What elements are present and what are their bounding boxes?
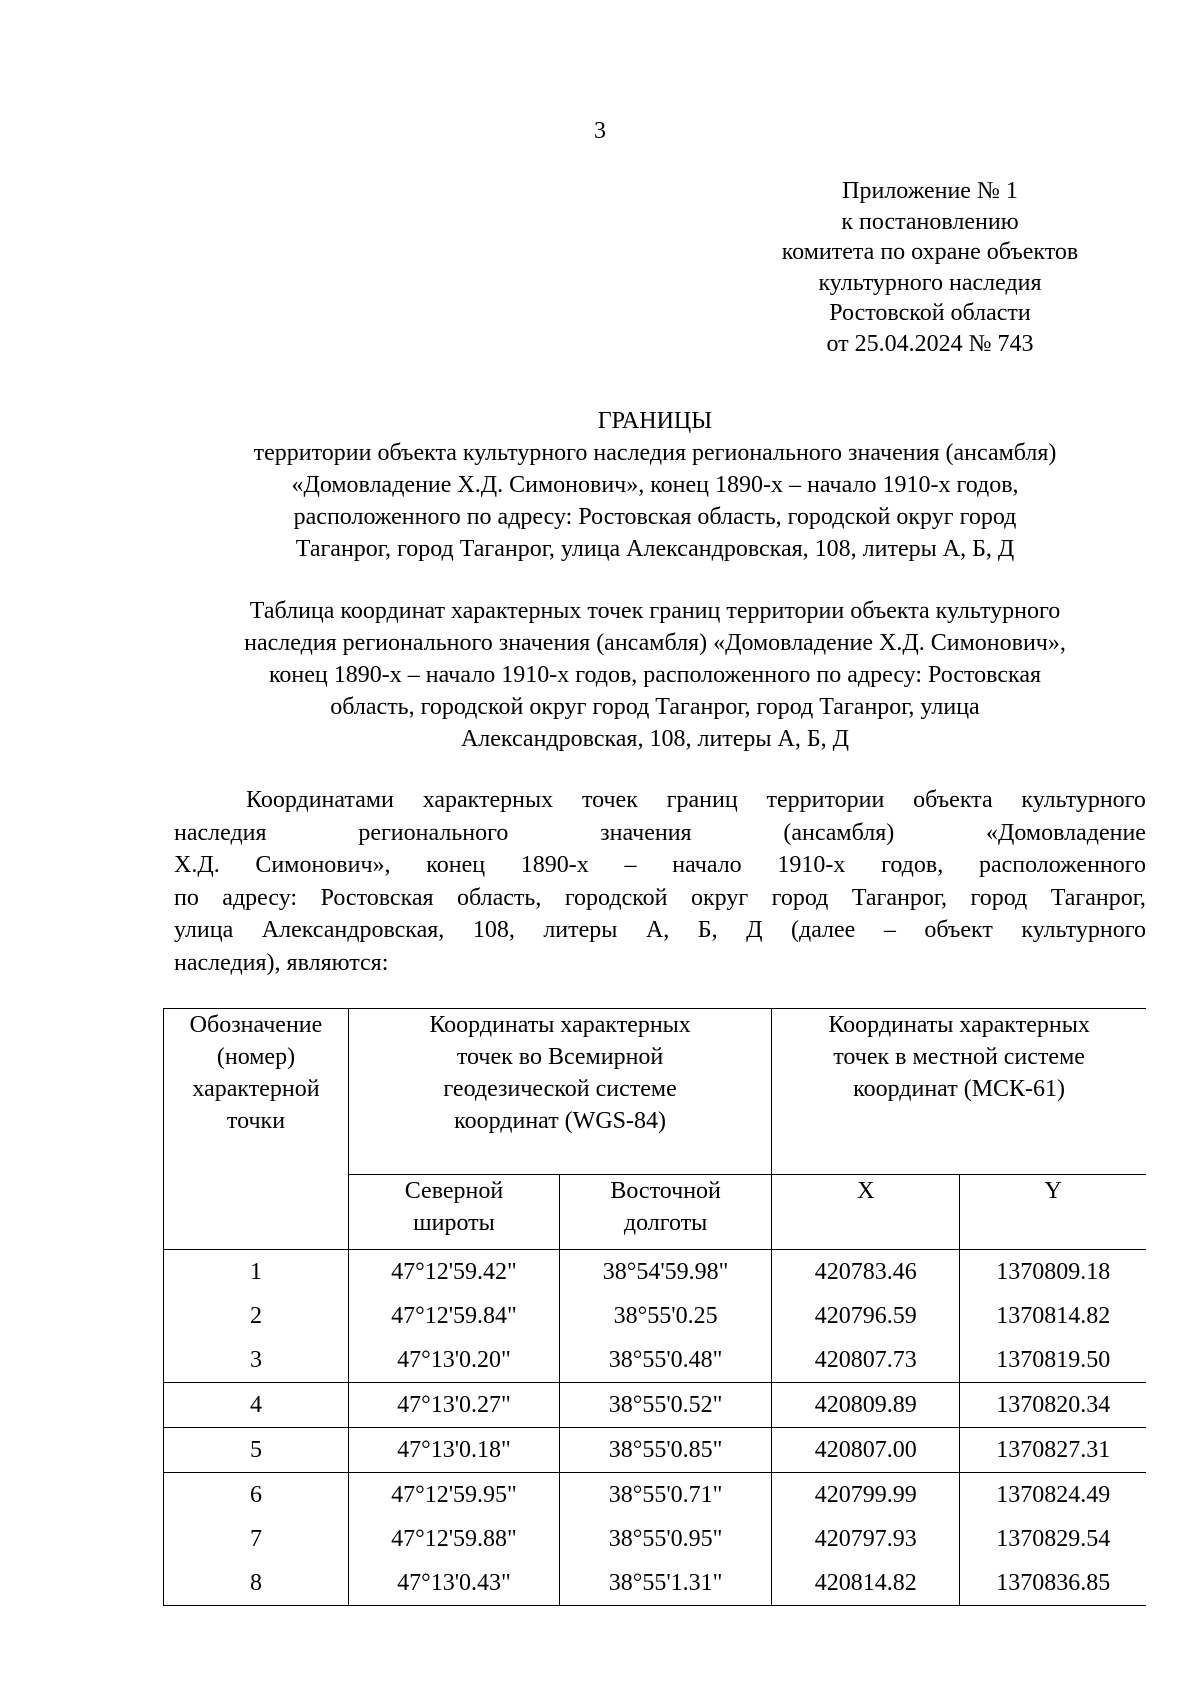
point-number-header: Обозначение (номер) характерной точки [164,1009,349,1250]
paragraph-word: годов, [881,852,944,878]
paragraph-word: А, [645,917,670,943]
paragraph-word: Таганрог, [1050,884,1146,911]
paragraph-word: (ансамбля) [783,819,895,846]
appendix-line: Ростовской области [829,300,1031,326]
paragraph-line [174,784,1146,817]
longitude-cell: 38°54'59.98" [560,1250,772,1295]
y-cell: 1370820.34 [960,1383,1146,1428]
paragraph-word: (далее [790,917,856,943]
longitude-cell: 38°55'0.95" [560,1517,772,1561]
paragraph-word: конец [426,852,486,878]
paragraph-word: расположенного [978,852,1146,878]
paragraph-word: область, [457,884,542,911]
caption-line: Таблица координат характерных точек границ территории объекта культурного [249,598,1061,624]
paragraph-word: точек [581,787,638,813]
point-number: 3 [164,1338,349,1383]
paragraph-word: по [174,884,199,911]
paragraph-line [174,914,1146,947]
table-row [164,1473,1147,1518]
caption-line: наследия регионального значения (ансамбля) «Домовладение Х.Д. Симонович», [244,630,1066,656]
table-row [164,1517,1147,1561]
heading-line: расположенного по адресу: Ростовская область, городской округ город [293,504,1017,530]
point-number: 7 [164,1517,349,1561]
table-row [164,1383,1147,1428]
paragraph-word: Б, [697,917,718,943]
paragraph-word: городской [564,884,668,911]
latitude-cell: 47°13'0.43" [348,1561,559,1606]
body-paragraph [174,784,1146,979]
table-caption [130,595,1180,755]
paragraph-word: Д [746,917,763,943]
appendix-line: к постановлению [841,208,1019,235]
paragraph-word: город [970,884,1028,911]
paragraph-word: объекта [913,787,993,813]
paragraph-word: Александровская, [261,917,445,943]
paragraph-word: границ [666,787,738,813]
table-row [164,1338,1147,1383]
longitude-cell: 38°55'0.25 [560,1294,772,1338]
latitude-cell: 47°13'0.27" [348,1383,559,1428]
heading-line: «Домовладение Х.Д. Симонович», конец 1890-х – начало 1910-х годов, [291,472,1019,498]
appendix-line: Приложение № 1 [842,178,1018,204]
latitude-cell: 47°12'59.95" [348,1473,559,1518]
latitude-cell: 47°13'0.20" [348,1338,559,1383]
paragraph-word: 1890-х [520,852,589,878]
paragraph-line [174,882,1146,915]
wgs84-header: Координаты характерных точек во Всемирной геодезической системе координат (WGS-84) [348,1009,771,1175]
appendix-block [740,176,1120,359]
appendix-line: комитета по охране объектов [781,239,1079,265]
point-number: 5 [164,1428,349,1473]
latitude-cell: 47°12'59.84" [348,1294,559,1338]
x-cell: 420807.00 [772,1428,960,1473]
paragraph-word: культурного [1021,917,1146,943]
point-number: 6 [164,1473,349,1518]
paragraph-word: территории [766,787,885,813]
page-number: 3 [594,118,606,144]
point-number: 1 [164,1250,349,1295]
longitude-cell: 38°55'0.48" [560,1338,772,1383]
latitude-cell: 47°12'59.42" [348,1250,559,1295]
paragraph-word: адресу: [222,884,298,911]
paragraph-word: город [771,884,829,911]
paragraph-line [174,849,1146,882]
y-cell: 1370829.54 [960,1517,1146,1561]
x-cell: 420796.59 [772,1294,960,1338]
appendix-line: от 25.04.2024 № 743 [826,330,1034,357]
paragraph-word: – [883,917,896,943]
y-cell: 1370824.49 [960,1473,1146,1518]
paragraph-line [174,817,1146,850]
paragraph-word: начало [672,852,742,878]
x-cell: 420783.46 [772,1250,960,1295]
point-number: 2 [164,1294,349,1338]
paragraph-word: Таганрог, [851,884,948,911]
paragraph-word: 1910-х [777,852,846,878]
table-row [164,1428,1147,1473]
caption-line: конец 1890-х – начало 1910-х годов, расположенного по адресу: Ростовская [268,662,1042,688]
x-header: X [772,1175,960,1250]
paragraph-word: Х.Д. [174,852,220,878]
longitude-cell: 38°55'0.85" [560,1428,772,1473]
y-cell: 1370836.85 [960,1561,1146,1606]
longitude-cell: 38°55'1.31" [560,1561,772,1606]
point-number: 8 [164,1561,349,1606]
msk61-header: Координаты характерных точек в местной системе координат (МСК-61) [772,1009,1146,1175]
longitude-cell: 38°55'0.52" [560,1383,772,1428]
table-row [164,1294,1147,1338]
paragraph-word: – [624,852,637,878]
x-cell: 420799.99 [772,1473,960,1518]
latitude-cell: 47°12'59.88" [348,1517,559,1561]
x-cell: 420809.89 [772,1383,960,1428]
document-heading [130,405,1180,565]
paragraph-word: улица [174,917,234,943]
paragraph-word: Ростовская [320,884,434,911]
longitude-cell: 38°55'0.71" [560,1473,772,1518]
paragraph-word: 108, [472,917,515,943]
y-cell: 1370814.82 [960,1294,1146,1338]
latitude-cell: 47°13'0.18" [348,1428,559,1473]
paragraph-word: литеры [543,917,618,943]
paragraph-word: наследия [174,819,267,846]
x-cell: 420814.82 [772,1561,960,1606]
caption-line: область, городской округ город Таганрог, город Таганрог, улица [330,694,980,720]
paragraph-word: Координатами [246,787,394,813]
paragraph-word: «Домовладение [986,819,1146,846]
y-cell: 1370809.18 [960,1250,1146,1295]
x-cell: 420797.93 [772,1517,960,1561]
x-cell: 420807.73 [772,1338,960,1383]
caption-line: Александровская, 108, литеры А, Б, Д [460,726,850,752]
paragraph-line: наследия), являются: [174,949,389,976]
paragraph-word: округ [690,884,749,911]
table-row [164,1561,1147,1606]
paragraph-word: регионального [358,819,509,846]
paragraph-word: объект [924,917,993,943]
heading-title: ГРАНИЦЫ [597,408,713,434]
heading-line: территории объекта культурного наследия регионального значения (ансамбля) [253,440,1057,466]
table-row [164,1250,1147,1295]
y-header: Y [960,1175,1146,1250]
y-cell: 1370827.31 [960,1428,1146,1473]
point-number: 4 [164,1383,349,1428]
heading-line: Таганрог, город Таганрог, улица Александровская, 108, литеры А, Б, Д [295,536,1015,562]
paragraph-word: значения [600,819,692,846]
y-cell: 1370819.50 [960,1338,1146,1383]
paragraph-word: Симонович», [255,852,391,878]
east-longitude-header: Восточной долготы [560,1175,772,1250]
paragraph-word: характерных [422,787,554,813]
appendix-line: культурного наследия [818,269,1042,296]
paragraph-word: культурного [1021,787,1146,813]
north-latitude-header: Северной широты [348,1175,559,1250]
coordinates-table [163,1008,1146,1606]
